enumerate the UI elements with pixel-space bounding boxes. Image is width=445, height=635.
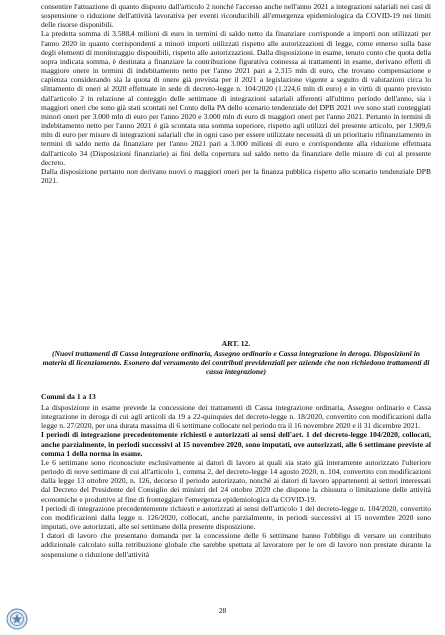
paragraph: La disposizione in esame prevede la concessione dei trattamenti di Cassa integrazione ordinaria, Assegno ordinario e Cassa integrazione in deroga di cui agli articoli da 19 a 22-quinquies del decreto-legge n. 18/2020, convertito con modificazioni dalla legge n. 27/2020, per una durata massima di 6 settimane collocate nel periodo tra il 16 novembre 2020 e il 31 dicembre 2021. [41, 403, 431, 431]
paragraph: consentire l'attuazione di quanto disposto dall'articolo 2 nonché l'accesso anche nell'anno 2021 a integrazioni salariali nei casi di sospensione o riduzione dell'attività lavorativa per eventi riconducibili all'emergenza epidemiologica da COVID-19 nei limiti delle risorse disponibili. [41, 2, 431, 30]
body-section [41, 403, 431, 559]
paragraph: I periodi di integrazione precedentemente richiesti e autorizzati ai sensi dell'articolo 1 del decreto-legge n. 104/2020, convertito con modificazioni dalla legge n. 126/2020, collocati, anche parzialmente, in periodi successivi al 15 novembre 2020 sono imputati, ove autorizzati, alle sei settimane della presente disposizione. [41, 503, 431, 532]
commi-heading: Commi da 1 a 13 [41, 392, 96, 401]
article-subtitle: (Nuovi trattamenti di Cassa integrazione ordinaria, Assegno ordinario e Cassa integrazione in deroga. Disposizioni in materia di licenziamento. Esonero dal versamento dei contributi previdenziali per aziende che non richiedono trattamenti di cassa integrazione) [42, 349, 430, 377]
paragraph: Dalla disposizione pertanto non derivano nuovi o maggiori oneri per la finanza pubblica rispetto allo scenario tendenziale DPB 2021. [41, 166, 431, 185]
paragraph-bold: I periodi di integrazione precedentemente richiesti e autorizzati ai sensi dell'art. 1 del decreto-legge 104/2020, collocati, anche parzialmente, in periodi successivi al 15 novembre 2020, sono imputati, ove autorizzati, alle 6 settimane previste al comma 1 della norma in esame. [41, 430, 431, 458]
page-number: 28 [218, 606, 227, 615]
paragraph: Le 6 settimane sono riconosciute esclusivamente ai datori di lavoro ai quali sia stato già interamente autorizzato l'ulteriore periodo di nove settimane di cui all'articolo 1, comma 2, del decreto-legge 14 agosto 2020, n. 104, convertito con modificazioni dalla legge 13 ottobre 2020, n. 126, decorso il periodo autorizzato, nonché ai datori di lavoro appartenenti ai settori interessati dal Decreto del Presidente del Consiglio dei ministri del 24 ottobre 2020 che dispone la chiusura o limitazione delle attività economiche e produttive al fine di fronteggiare l'emergenza epidemiologica da COVID-19. [41, 457, 431, 504]
paragraph: I datori di lavoro che presentano domanda per la concessione delle 6 settimane hanno l'obbligo di versare un contributo addizionale calcolato sulla retribuzione globale che sarebbe spettata al lavoratore per le ore di lavoro non prestate durante la sospensione o riduzione dell'attività [41, 531, 431, 559]
intro-section [41, 2, 431, 185]
paragraph: La predetta somma di 3.588,4 milioni di euro in termini di saldo netto da finanziare corrisponde a importi non utilizzati per l'anno 2020 in quanto corrispondenti a minori importi utilizzati rispetto alle autorizzazioni di legge, come emerso sulla base degli elementi di monitoraggio disponibili, rispetto alle autorizzazioni. Dalla disposizione in esame, tenuto conto che quota della sopra indicata somma, è destinata a finanziare la contribuzione figurativa connessa ai trattamenti in esame, derivano effetti di maggiore onere in termini di indebitamento netto per l'anno 2021 pari a 2.315 mln di euro, che trovano compensazione e capienza considerando sia la quota di onere già prevista per il 2021 a legislazione vigente a seguito di valutazioni circa lo slittamento di oneri al 2020 effettuate in sede di decreto-legge n. 104/2020 (1.224,6 mln di euro) e in virtù di quanto previsto dall'articolo 2 in relazione al conteggio delle settimane di integrazioni salariali afferenti all'ultimo periodo dell'anno, sia i maggiori oneri che sono già stati scontati nel Conto della PA dello scenario tendenziale del DPB 2021 ove sono stati conteggiati minori oneri per 3.000 mln di euro per l'anno 2020 e 3.000 mln di euro di maggiori oneri per l'anno 2021. Pertanto in termini di indebitamento netto per l'anno 2021 è già scontata una somma superiore, rispetto agli utilizzi del presente articolo, per 1.909,6 mln di euro per misure di integrazioni salariali che in ogni caso per essere utilizzate necessità di un prioritario rifinanziamento in termini di saldo netto da finanziare per l'anno 2021 pari a 3.000 milioni di euro e corrispondente alla riduzione effettuata dall'articolo 34 (Disposizioni finanziarie) ai fini della copertura sul saldo netto da finanziare delle misure di cui al presente decreto. [41, 29, 431, 167]
article-title: ART. 12. [221, 339, 251, 348]
